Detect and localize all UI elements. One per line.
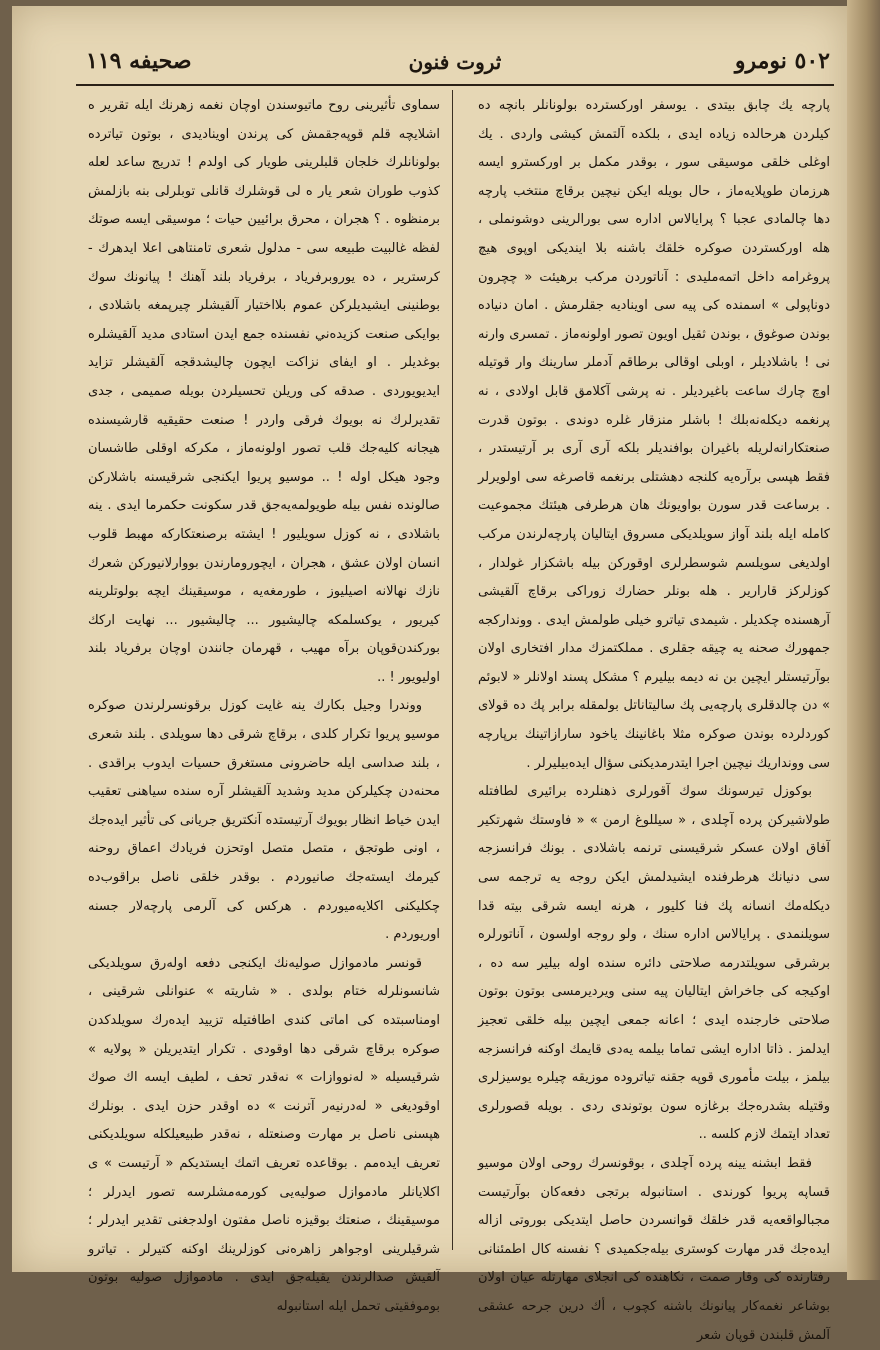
left-column [88,92,440,1314]
left-column-paragraph-2: ووندرا وجيل بكارك ينه غايت كوزل برقونسرلرندن صوكره موسيو پريوا تكرار كلدى ، برقاچ شرقى دها سويلدى . بلند شعرى ، بلند صداسى ايله حاضرونى مستغرق حسيات ايدوب براقدى . محنه‌دن چكيلركن مديد وشديد آلقيشلر آره سنده سياهنى تعقيب ايدن خياط انظار بويوك آرتيستده آنكتريق جريانى كى تأثير ايده‌جك ، اونى طوتجق ، متصل متصل اوتحزن فريادك اعماق روحنه كيرمك ايسته‌جك صانيوردم . بوقدر خلقى ناصل براقوب‌ده چكليكنى اكلايه‌ميوردم . هركس كى آلرمى پارچه‌لار جسنه اوريوردم . [88,698,440,943]
right-column-paragraph-2: بوكوزل تيرسونك سوك آقورلرى ذهنلرده برائيرى لطافتله طولاشيركن پرده آچلدى ، « سيللوغ ارمن » « فاوستك شهرتكير آفاق اولان عسكر شرقيسنى ترنمه باشلادى . بونك فرانسزجه سى دنيانك هرطرفنده ايشيدلمش ايكن روجه يه ترجمه سى ديكله‌مك انسانه پك فنا كليور ، هرنه ايسه شرقى بيته قدا سويلنمدى . پرايالاس اداره سنك ، ولو روجه اولسون ، آناتورلره برشرقى سويلتدرمه صلاحتى دائره سنده اوله بيلير سه ده ، اوكيجه كى جاخراش ايتاليان پيه سنى ويرديرمسى بوتون بوتون صلاحتى خارجنده ايدى ؛ اعانه جمعى ايچين بيله خلقى تعجيز ايدلمز . ذاتا اداره ايشى تماما بيلمه يه‌دى قايمك اوكنه فرانسزجه بيلمز ، بيلت مأمورى قوپه جقنه تياتروده موزيقه چيلره يوسيزلرى وقتيله بشدره‌جك برغازه سون بوتوندى ردى . بويله قصورلرى تعداد ايتمك لازم كلسه .. [478,784,830,1143]
header-rule [76,84,834,86]
right-column [478,92,830,1343]
column-divider [452,90,453,1250]
page-number-label: صحيفه ۱۱۹ [86,48,192,74]
page-header [76,42,834,82]
left-column-paragraph-1: سماوى تأثيرينى روح ماتيوسندن اوچان نغمه زهرنك ايله تقرير ه اشلايچه قلم قوپه‌جقمش كى پرندن اويناديدى ، بوتون تياترده بولونانلرك خلجان قلبلرينى طويار كى اولدم ! تدريج ساعد لعله كذوب طوران شعر يار ه لى قوشلرك قانلى توبلرلى بنه بازلمش برمنظوه . ؟ هجران ، محرق برائيين حيات ؛ موسيقى ايسه صوتك لفظه غالبيت طبيعه سى - مدلول شعرى تامنتاهى اعلا ايدهرك - كرسترير ، ده يوروبرفرياد ، برفرياد بلند آهنك ! پيانونك سوك بوطنينى ايشيديلركن عموم بلااختيار آلقيشلر چيرپمغه باشلادى ، بوايكى صنعت كزيده‌ني نفسنده جمع ايدن استادى مديد آلقيشلره بوغديلر . او ايفاى نزاكت ايچون چاليشدقجه آلقيشلر تزايد ايديويوردى . صدقه كى وريلن تحسيلردن بويله صميمى ، جدى تقديرلرك نه بويوك فرقى واردر ! صنعت حقيقيه قارشيسنده هيجانه كليه‌جك قلب تصور اولونه‌ماز ، مكركه اوقلى طاشسان وجود هيكل اوله ! .. موسيو پريوا ايكنجى شرقيسنه باشلاركن صالونده نفس بيله طويولمه‌يه‌جق قدر سكونت حكمرما ايدى . ينه باشلادى ، نه كوزل سويليور ! ايشته برصنعتكاركه مهبط قلوب انسان اولان عشق ، هجران ، ايچورومارندن بووارلانيوركن شعرك نازك نهالانه اصيليوز ، طورمغه‌يه ، موسيقينك ايچه بولوتلرينه كيريور ، يوكسلمكه چاليشيور ... چاليشيور ... نهايت اركك بوركندن‌قوپان برآه مهيب ، قهرمان جانندن اوچان برفرياد بلند اوليويور ! .. [88,98,440,685]
left-column-paragraph-3: قونسر مادموازل صوليه‌نك ايكنجى دفعه اوله‌رق سويلديكى شانسونلرله ختام بولدى . « شاريته » عنوانلى شرقينى ، اومناسبتده كى اماتى كندى اطافتيله تزييد ايده‌رك سويلدكدن صوكره برقاچ شرقى دها اوقودى . تكرار ايتديريلن « پولايه » شرقيسيله « له‌نووازات » نه‌قدر تحف ، لطيف ايسه اك صوك اوقوديغى « له‌درنيه‌ر آترنت » ده اوقدر حزن ايدى . بونلرك هپسنى ناصل بر مهارت وصنعتله ، نه‌قدر طبيعيلكله سويلديكنى تعريف ايده‌مم . بوقاعده تعريف اتمك ايستديكم « آرتيست » ى اكلايانلر مادموازل صوليه‌يى كورمه‌مشلرسه تصور ايدرلر ؛ موسيقينك ، صنعتك بوقيزه ناصل مفتون اولدجغنى تقدير ايدرلر ؛ شرقيلرينى اوجواهر زاهره‌نى كوزلرينك اوكنه كتيرلر . تياترو آلقيش صدالرندن يقيله‌جق ايدى . مادموازل صوليه بوتون بوموفقيتى تحمل ايله استانبوله [88,955,440,1314]
journal-title: ثروت فنون [408,50,502,74]
right-column-paragraph-3: فقط ابشنه يينه پرده آچلدى ، بوقونسرك روحى اولان موسيو قساپه پريوا كورندى . استانبوله برتجى دفعه‌كان بوآرتيست مجبالواقعه‌يه قدر خلقك قوانسردن حاصل ايتديكى بوروتى ازاله ايده‌جك قدر مهارت كوسترى بيله‌جكميدى ؟ نفسنه كال اطمئنانى رفتارنده كى وقار صمت ، نكاهنده كى انجلاى مهارتله عيان اولان بوشاعر نغمه‌كار پيانونك باشنه كچوب ، أك درين جرحه عشقى آلمش قلبندن قوپان شعر [478,1155,830,1343]
page-edge-shadow [847,0,880,1280]
right-column-paragraph-1: پارچه يك چابق بيتدى . يوسفر اوركسترده بولونانلر بانچه ده كيلردن هرحالده زياده ايدى ، بلكده آلتمش كيشى واردى . يك اوغلى خلقى موسيقى سور ، بوقدر مكمل بر اوركسترو ايسه هرزمان طوپلايه‌ماز ، حال بويله ايكن نيچين برقاچ منتخب پارچه دها چالمادى عجبا ؟ پرايالاس اداره سى بورالرينى دوشونملى ، هله اوركستردن صوكره خلقك باشنه بلا اينديكى اوپوى هيچ پروغرامه داخل اتمه‌مليدى : آناتوردن مركب برهيئت « چچرون دوناپولى » اسمنده كى پيه سى اويناديه جقلرمش . امان دنياده بوندن صوغوق ، بوندن ثقيل اويون تصور اولونه‌ماز . تمسرى وارنه نى ! باشلاديلر ، اوبلى اوقالى برطاقم آدملر سارينك وار قوتيله اوچ چارك ساعت باغيرديلر . نه پرشى آكلامق قابل اولادى ، نه پرنغمه ديكله‌نه‌بلك ! باشلر منزقار غلره دوندى . بوتون قدرت صنعتكارانه‌لريله باغيران بوافنديلر بلكه آرى آرى بر آرتيستدر ، فقط هپسى برآره‌يه كلنجه دهشتلى برنغمه قاصرغه سى اولويرلر . برساعت قدر سورن بواويونك هان هرطرفى هيئتك مجموعيت كامله ايله بلند آواز سويلديكى مسروق ايتاليان پارچه‌لرندن مركب اولديغى سويلسم شوسطرلرى اوقوركن بيله باشكزار غولدار ، كوزلركز قارارير . هله بونلر حضارك زوراكى برقاچ آلقيشى آرهسنده چكديلر . شيمدى تياترو خيلى طولمش ايدى . وونداركجه جمهورك صحنه يه چيقه جقلرى . مملكتمزك مدار افتخارى اولان بوآرتيستلر ايچين بن نه ديمه بيليرم ؟ مشكل پسند اولانلر « لابوئم » دن چالدقلرى پارچه‌يى پك ساليتاناتل بولمقله برابر پك ده قولاى كوردلرده بوندن صوكره مثلا باغانينك ياخود سارازاتينك برپارچه سى وونداريك نيچين اجرا ايتدرمديكنى سؤال ايده‌بيليرلر . [478,98,830,771]
newspaper-page [12,6,847,1343]
issue-number-label: ٥٠٢ نومرو [734,48,830,74]
